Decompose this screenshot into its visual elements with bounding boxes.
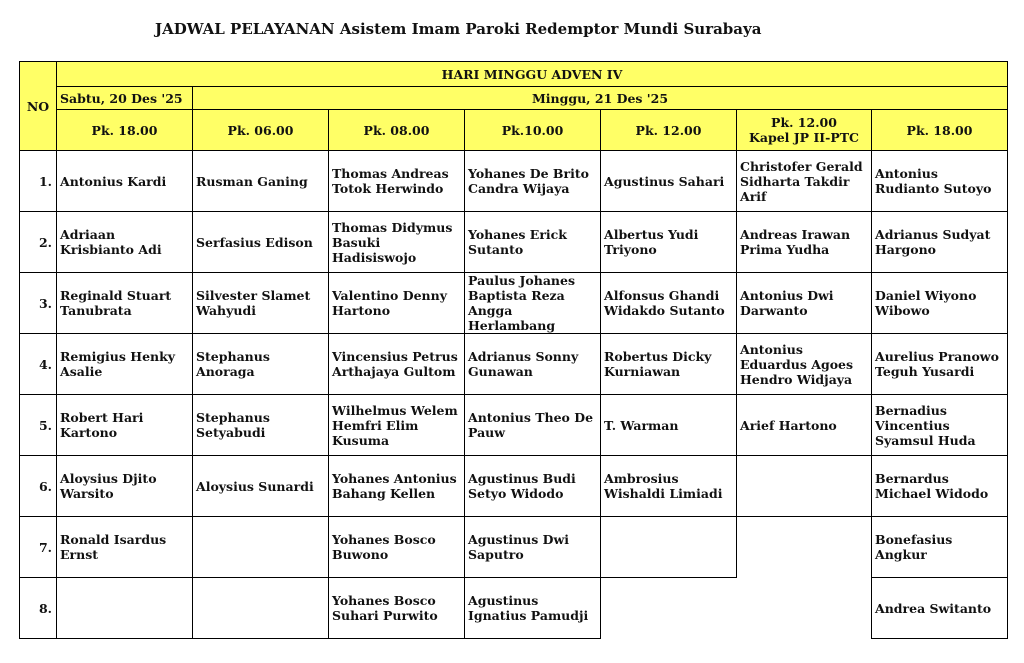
- table-cell: Valentino Denny Hartono: [329, 273, 465, 334]
- table-row: [20, 334, 1008, 395]
- table-row: [20, 456, 1008, 517]
- table-cell: Alfonsus Ghandi Widakdo Sutanto: [601, 273, 737, 334]
- table-cell: Adrianus Sonny Gunawan: [465, 334, 601, 395]
- table-cell: Remigius Henky Asalie: [57, 334, 193, 395]
- table-cell: Thomas Didymus Basuki Hadisiswojo: [329, 212, 465, 273]
- row-number: 6.: [20, 456, 57, 517]
- table-cell: Wilhelmus Welem Hemfri Elim Kusuma: [329, 395, 465, 456]
- time-header: Pk.10.00: [465, 110, 601, 151]
- table-cell: Reginald Stuart Tanubrata: [57, 273, 193, 334]
- page-title: JADWAL PELAYANAN Asistem Imam Paroki Redemptor Mundi Surabaya: [155, 20, 762, 38]
- table-cell: Yohanes Antonius Bahang Kellen: [329, 456, 465, 517]
- table-cell: Agustinus Ignatius Pamudji: [465, 578, 601, 639]
- empty-cell: [601, 578, 737, 639]
- table-cell: Christofer Gerald Sidharta Takdir Arif: [737, 151, 872, 212]
- row-number: 8.: [20, 578, 57, 639]
- empty-cell: [193, 578, 329, 639]
- time-header: Pk. 18.00: [57, 110, 193, 151]
- table-cell: Yohanes Erick Sutanto: [465, 212, 601, 273]
- table-cell: Arief Hartono: [737, 395, 872, 456]
- empty-cell: [737, 578, 872, 639]
- table-cell: Thomas Andreas Totok Herwindo: [329, 151, 465, 212]
- row-number: 4.: [20, 334, 57, 395]
- table-cell: Antonius Kardi: [57, 151, 193, 212]
- table-row: [20, 151, 1008, 212]
- table-cell: Bonefasius Angkur: [872, 517, 1008, 578]
- table-cell: Antonius Theo De Pauw: [465, 395, 601, 456]
- empty-cell: [737, 456, 872, 517]
- row-number: 3.: [20, 273, 57, 334]
- no-header: NO: [20, 62, 57, 151]
- empty-cell: [601, 517, 737, 578]
- kapel-label: Kapel JP II-PTC: [749, 130, 859, 145]
- table-cell: Ambrosius Wishaldi Limiadi: [601, 456, 737, 517]
- table-cell: [57, 578, 193, 639]
- table-cell: Yohanes De Brito Candra Wijaya: [465, 151, 601, 212]
- table-row: [20, 578, 1008, 639]
- time-header: Pk. 08.00: [329, 110, 465, 151]
- table-cell: Andreas Irawan Prima Yudha: [737, 212, 872, 273]
- time-header: Pk. 18.00: [872, 110, 1008, 151]
- table-cell: T. Warman: [601, 395, 737, 456]
- table-cell: Bernardus Michael Widodo: [872, 456, 1008, 517]
- table-cell: Silvester Slamet Wahyudi: [193, 273, 329, 334]
- table-cell: Vincensius Petrus Arthajaya Gultom: [329, 334, 465, 395]
- table-cell: Yohanes Bosco Buwono: [329, 517, 465, 578]
- table-cell: Daniel Wiyono Wibowo: [872, 273, 1008, 334]
- table-cell: Stephanus Anoraga: [193, 334, 329, 395]
- row-number: 1.: [20, 151, 57, 212]
- table-cell: Rusman Ganing: [193, 151, 329, 212]
- table-cell: Aloysius Djito Warsito: [57, 456, 193, 517]
- table-cell: Adrianus Sudyat Hargono: [872, 212, 1008, 273]
- schedule-table: [19, 61, 1008, 639]
- event-header: HARI MINGGU ADVEN IV: [57, 62, 1008, 87]
- table-cell: Aloysius Sunardi: [193, 456, 329, 517]
- table-row: [20, 395, 1008, 456]
- table-cell: Antonius Dwi Darwanto: [737, 273, 872, 334]
- table-cell: Robertus Dicky Kurniawan: [601, 334, 737, 395]
- table-cell: Serfasius Edison: [193, 212, 329, 273]
- table-cell: Paulus Johanes Baptista Reza Angga Herlambang: [465, 273, 601, 334]
- row-number: 5.: [20, 395, 57, 456]
- table-cell: Agustinus Dwi Saputro: [465, 517, 601, 578]
- table-cell: Albertus Yudi Triyono: [601, 212, 737, 273]
- table-row: [20, 212, 1008, 273]
- table-cell: Bernadius Vincentius Syamsul Huda: [872, 395, 1008, 456]
- time-header: Pk. 12.00: [601, 110, 737, 151]
- table-cell: Adriaan Krisbianto Adi: [57, 212, 193, 273]
- table-cell: Agustinus Sahari: [601, 151, 737, 212]
- table-cell: Yohanes Bosco Suhari Purwito: [329, 578, 465, 639]
- table-row: [20, 273, 1008, 334]
- table-cell: Antonius Rudianto Sutoyo: [872, 151, 1008, 212]
- table-cell: Antonius Eduardus Agoes Hendro Widjaya: [737, 334, 872, 395]
- table-row: [20, 517, 1008, 578]
- kapel-time: Pk. 12.00: [771, 115, 837, 130]
- saturday-header: Sabtu, 20 Des '25: [57, 87, 193, 110]
- row-number: 2.: [20, 212, 57, 273]
- table-cell: Ronald Isardus Ernst: [57, 517, 193, 578]
- kapel-time-header: [737, 110, 872, 151]
- table-cell: Aurelius Pranowo Teguh Yusardi: [872, 334, 1008, 395]
- row-number: 7.: [20, 517, 57, 578]
- empty-cell: [737, 517, 872, 578]
- table-cell: [193, 517, 329, 578]
- time-header: Pk. 06.00: [193, 110, 329, 151]
- table-cell: Robert Hari Kartono: [57, 395, 193, 456]
- table-cell: Andrea Switanto: [872, 578, 1008, 639]
- table-cell: Stephanus Setyabudi: [193, 395, 329, 456]
- sunday-header: Minggu, 21 Des '25: [193, 87, 1008, 110]
- table-cell: Agustinus Budi Setyo Widodo: [465, 456, 601, 517]
